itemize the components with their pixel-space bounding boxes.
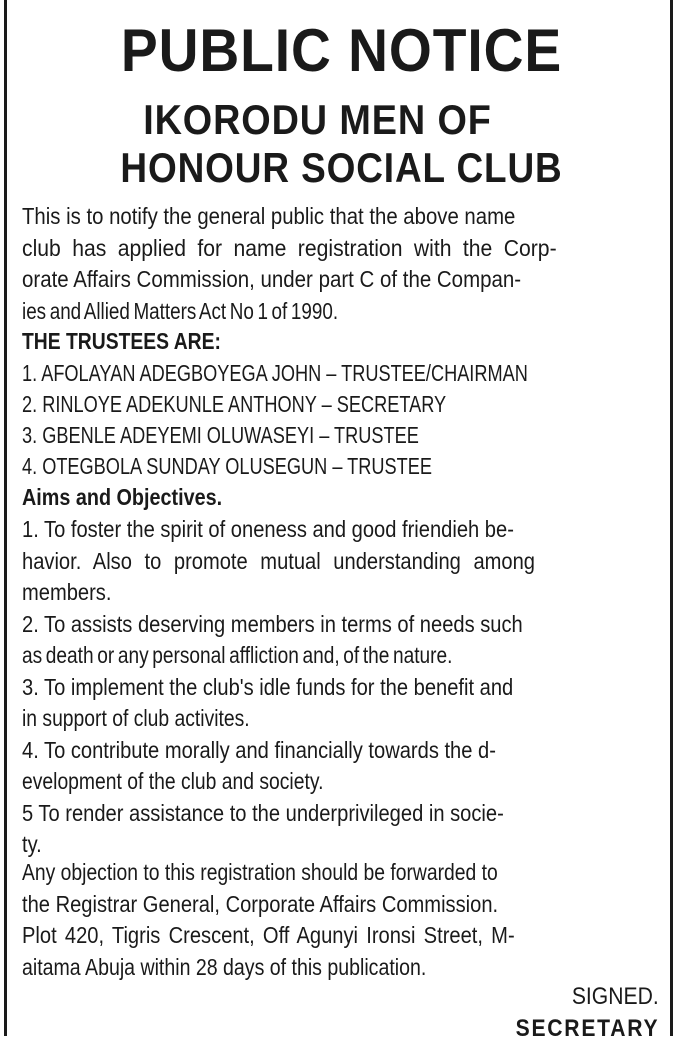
aim-line: ty.	[22, 831, 42, 857]
intro-line: club has applied for name registration with the Corp-	[22, 234, 557, 261]
club-name-line-1: IKORODU MEN OF	[143, 96, 492, 143]
trustee-item: 4. OTEGBOLA SUNDAY OLUSEGUN – TRUSTEE	[22, 452, 432, 479]
aim-line: 5 To render assistance to the underprivileged in socie-	[22, 799, 504, 826]
notice-title: PUBLIC NOTICE	[120, 17, 563, 84]
objection-line: Any objection to this registration should be forwarded to	[22, 859, 498, 885]
aim-line: 3. To implement the club's idle funds for the benefit and	[22, 673, 514, 700]
aims-heading: Aims and Objectives.	[22, 483, 223, 510]
signed-label: SIGNED.	[572, 983, 659, 1010]
aim-line: as death or any personal affliction and, of the nature.	[22, 642, 453, 668]
objection-paragraph	[22, 857, 662, 983]
objection-line: Plot 420, Tigris Crescent, Off Agunyi Ironsi Street, M-	[22, 922, 515, 948]
club-name-line-2: HONOUR SOCIAL CLUB	[120, 144, 563, 191]
aim-line: in support of club activites.	[22, 705, 250, 731]
signatory-title: SECRETARY	[515, 1015, 659, 1042]
aim-line: 1. To foster the spirit of oneness and good friendieh be-	[22, 516, 514, 542]
trustee-item: 1. AFOLAYAN ADEGBOYEGA JOHN – TRUSTEE/CHAIRMAN	[22, 359, 528, 386]
intro-line: ies and Allied Matters Act No 1 of 1990.	[22, 297, 339, 324]
aims-list	[22, 514, 662, 861]
trustees-section	[22, 326, 662, 513]
intro-paragraph	[22, 201, 662, 327]
trustee-item: 2. RINLOYE ADEKUNLE ANTHONY – SECRETARY	[22, 390, 447, 417]
aim-line: havior. Also to promote mutual understanding among	[22, 547, 535, 574]
objection-line: aitama Abuja within 28 days of this publication.	[22, 953, 427, 980]
trustees-heading: THE TRUSTEES ARE:	[22, 328, 221, 354]
aim-line: 2. To assists deserving members in terms of needs such	[22, 610, 523, 637]
aim-line: members.	[22, 579, 112, 605]
aim-line: evelopment of the club and society.	[22, 768, 324, 794]
trustee-item: 3. GBENLE ADEYEMI OLUWASEYI – TRUSTEE	[22, 421, 419, 448]
objection-line: the Registrar General, Corporate Affairs Commission.	[22, 890, 499, 917]
intro-line: orate Affairs Commission, under part C of the Compan-	[22, 266, 522, 292]
intro-line: This is to notify the general public that the above name	[22, 203, 516, 229]
aim-line: 4. To contribute morally and financially towards the d-	[22, 736, 496, 763]
